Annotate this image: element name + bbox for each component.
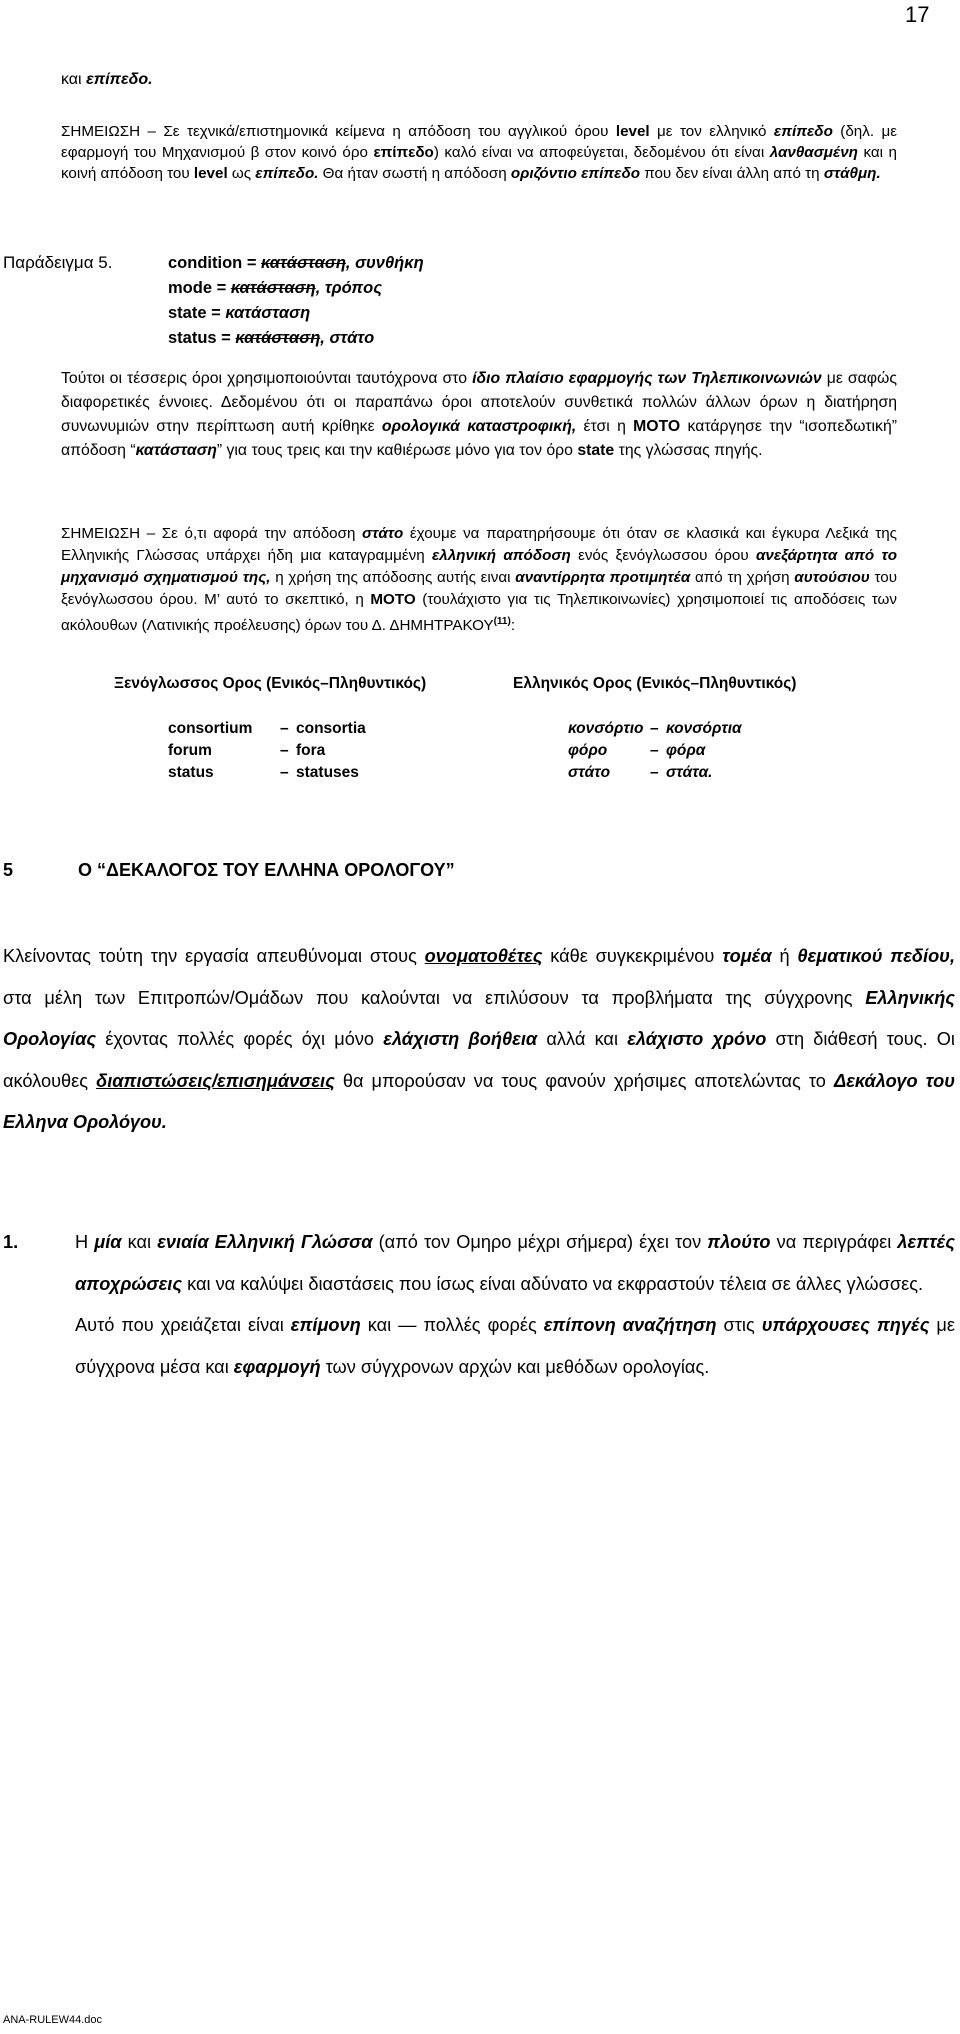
closing-text: κάθε συγκεκριμένου — [542, 946, 723, 966]
closing-text: στα μέλη των Επιτροπών/Ομάδων που καλούνται να επιλύσουν τα προβλήματα της σύγχρονης — [3, 987, 866, 1008]
closing-emph: ονοματοθέτες — [424, 946, 543, 966]
item1-text: στις — [716, 1315, 762, 1335]
closing-emph: θεματικού πεδίου, — [797, 946, 955, 966]
note1-text: ) καλό είναι να αποφεύγεται, δεδομένου ότι είναι — [433, 144, 770, 161]
note-stato — [61, 523, 897, 637]
closing-text: ή — [771, 946, 798, 966]
para1-state: state — [577, 442, 615, 459]
item1-emph: εφαρμογή — [233, 1356, 321, 1377]
section-number: 5 — [3, 860, 14, 880]
closing-emph: τομέα — [722, 946, 772, 966]
greek-plural: φόρα — [666, 742, 706, 759]
dash: – — [650, 720, 659, 737]
para1-text: κατάργησε την “ισοπεδωτική” απόδοση “ — [61, 418, 897, 459]
closing-text: θα μπορούσαν να τους φανούν χρήσιμες αποτελώντας το — [334, 1070, 834, 1091]
closing-emph: διαπιστώσεις/επισημάνσεις — [96, 1070, 335, 1091]
closing-emph: Δεκάλογο του Ελληνα Ορολόγου. — [3, 1070, 956, 1132]
example-sep: , — [345, 254, 356, 272]
note2-emph: αναντίρρητα προτιμητέα — [515, 569, 691, 586]
section-title: Ο “ΔΕΚΑΛΟΓΟΣ ΤΟΥ ΕΛΛΗΝΑ ΟΡΟΛΟΓΟΥ” — [78, 860, 455, 880]
example-label: Παράδειγμα 5. — [3, 253, 113, 272]
para1-emph: ίδιο πλαίσιο εφαρμογής των Τηλεπικοινωνιών — [472, 370, 822, 387]
example-line — [168, 277, 382, 299]
closing-emph: ελάχιστο χρόνο — [627, 1029, 767, 1049]
example-alt: τρόπος — [324, 279, 382, 297]
note2-emph: αυτούσιου — [794, 569, 870, 586]
footer-filename: ANA-RULEW44.doc — [3, 2014, 103, 2026]
note1-term: οριζόντιο επίπεδο — [510, 165, 640, 182]
foreign-plural: consortia — [296, 720, 366, 737]
example-alt: στάτο — [329, 329, 375, 347]
greek-plural: κονσόρτια — [666, 720, 742, 737]
example-line — [168, 327, 374, 349]
note1-text: ως — [227, 165, 256, 182]
para1-emph: ορολογικά καταστροφική, — [381, 418, 577, 435]
para1-emph: κατάσταση — [135, 442, 217, 459]
dash: – — [280, 720, 289, 737]
example-alt: συνθήκη — [355, 254, 424, 272]
closing-emph: Ελληνικής Ορολογίας — [3, 987, 955, 1049]
example-sep: , — [315, 279, 325, 297]
dash: – — [280, 742, 289, 759]
example-struck: κατάσταση — [230, 279, 316, 297]
example-term: status = — [168, 329, 236, 347]
greek-singular: στάτο — [568, 764, 611, 781]
example-term: mode = — [168, 279, 231, 297]
closing-text: στη διάθεσή τους. Οι ακόλουθες — [3, 1029, 955, 1091]
note2-text: ΣΗΜΕΙΩΣΗ – Σε ό,τι αφορά την απόδοση — [61, 525, 363, 542]
item1-emph: υπάρχουσες πηγές — [761, 1315, 930, 1335]
item-number: 1. — [3, 1232, 19, 1252]
note1-term: επίπεδο. — [255, 165, 319, 182]
note1-term: λανθασμένη — [769, 144, 858, 161]
note1-text: που δεν είναι άλλη από τη — [640, 165, 824, 182]
para1-text: έτσι η — [576, 418, 634, 435]
note2-emph: στάτο — [362, 525, 404, 542]
item1-text: και να καλύψει διαστάσεις που ίσως είναι αδύνατο να εκφραστούν τέλεια σε άλλες γλώσσες. — [182, 1273, 924, 1294]
dash: – — [650, 742, 659, 759]
item1-emph: επίμονη — [290, 1315, 361, 1335]
note2-text: (τουλάχιστο για τις Τηλεπικοινωνίες) χρησιμοποιεί τις αποδόσεις των ακόλουθων (Λατινικής προέλευσης) όρων του Δ. ΔΗΜΗΤΡΑΚΟΥ — [61, 591, 897, 635]
note1-text: Θα ήταν σωστή η απόδοση — [318, 165, 511, 182]
item1-text: να περιγράφει — [770, 1232, 898, 1252]
item1-text: των σύγχρονων αρχών και μεθόδων ορολογίας. — [320, 1356, 710, 1377]
section-heading — [3, 860, 455, 881]
note1-term: επίπεδο — [373, 144, 434, 161]
example-struck: κατάσταση — [235, 329, 321, 347]
closing-text: αλλά και — [537, 1029, 628, 1049]
note2-text: έχουμε να παρατηρήσουμε ότι όταν σε κλασικά και έγκυρα Λεξικά της Ελληνικής Γλώσσας υπάρχει ήδη μια καταγραμμένη — [61, 525, 897, 564]
example-alt: κατάσταση — [225, 304, 311, 322]
continuation-text: και — [61, 71, 87, 88]
note2-text: από τη χρήση — [690, 569, 795, 586]
closing-paragraph — [3, 936, 955, 1144]
note-level-translation — [61, 121, 897, 184]
note2-moto: ΜΟΤΟ — [370, 591, 416, 608]
note2-emph: ανεξάρτητα από το μηχανισμό σχηματισμού της, — [61, 547, 898, 586]
note2-ref: (11) — [493, 616, 511, 627]
note1-term-level: level — [615, 123, 650, 140]
item1-text: (από τον Ομηρο μέχρι σήμερα) έχει τον — [372, 1232, 708, 1252]
greek-singular: κονσόρτιο — [568, 720, 644, 737]
note1-term: επίπεδο — [773, 123, 833, 140]
table-header-greek: Ελληνικός Ορος (Ενικός–Πληθυντικός) — [513, 675, 797, 692]
para1-text: Τούτοι οι τέσσερις όροι χρησιμοποιούνται ταυτόχρονα στο — [61, 370, 473, 387]
example-term: condition = — [168, 254, 262, 272]
para1-text: ” για τους τρεις και την καθιέρωσε μόνο για τον όρο — [216, 442, 578, 459]
note1-text: με τον ελληνικό — [649, 123, 774, 140]
example-struck: κατάσταση — [261, 254, 346, 272]
item1-paragraph — [75, 1305, 955, 1388]
closing-text: έχοντας πολλές φορές όχι μόνο — [96, 1029, 384, 1049]
continuation-line — [61, 70, 153, 90]
note1-text: (δηλ. με εφαρμογή του Μηχανισμού β στον κοινό όρο — [61, 123, 898, 161]
item1-text: με σύγχρονα μέσα και — [75, 1315, 955, 1377]
note2-text: του ξενόγλωσσου όρου. Μ’ αυτό το σκεπτικό, η — [61, 569, 897, 608]
greek-singular: φόρο — [568, 742, 608, 759]
note2-text: ενός ξενόγλωσσου όρου — [570, 547, 756, 564]
dash: – — [650, 764, 659, 781]
note1-term-level: level — [193, 165, 228, 182]
example-line — [168, 302, 310, 324]
dash: – — [280, 764, 289, 781]
note2-text: : — [510, 617, 516, 635]
foreign-plural: statuses — [296, 764, 359, 781]
example-term: state = — [168, 304, 226, 322]
foreign-singular: consortium — [168, 720, 253, 737]
foreign-plural: fora — [296, 742, 326, 759]
item1-text: και — πολλές φορές — [360, 1315, 544, 1335]
item1-emph: επίπονη αναζήτηση — [543, 1315, 717, 1335]
item1-emph: ενιαία Ελληνική Γλώσσα — [157, 1232, 373, 1252]
item1-emph: μία — [94, 1232, 122, 1252]
example-line — [168, 252, 424, 274]
item1-text: Η — [75, 1232, 95, 1252]
foreign-singular: status — [168, 764, 214, 781]
note1-text: ΣΗΜΕΙΩΣΗ – Σε τεχνικά/επιστημονικά κείμενα η απόδοση του αγγλικού όρου — [61, 123, 616, 140]
example-sep: , — [320, 329, 330, 347]
item1-emph: πλούτο — [707, 1232, 771, 1252]
item1-text: Αυτό που χρειάζεται είναι — [75, 1315, 291, 1335]
item1-text: και — [121, 1232, 158, 1252]
closing-text: Κλείνοντας τούτη την εργασία απευθύνομαι στους — [3, 946, 425, 966]
continuation-term: επίπεδο. — [86, 71, 153, 88]
item1-paragraph — [75, 1222, 955, 1305]
note1-term: στάθμη. — [823, 165, 881, 182]
item-1 — [75, 1222, 955, 1388]
foreign-singular: forum — [168, 742, 212, 759]
note2-emph: ελληνική απόδοση — [432, 547, 571, 564]
para1-moto: ΜΟΤΟ — [633, 418, 681, 435]
table-header-foreign: Ξενόγλωσσος Ορος (Ενικός–Πληθυντικός) — [114, 675, 427, 692]
greek-plural: στάτα. — [666, 764, 713, 781]
para1-text: της γλώσσας πηγής. — [614, 442, 763, 459]
closing-emph: ελάχιστη βοήθεια — [383, 1029, 538, 1049]
paragraph-synonyms — [61, 367, 897, 463]
note2-text: η χρήση της απόδοσης αυτής ειναι — [270, 569, 516, 586]
para1-text: με σαφώς διαφορετικές έννοιες. Δεδομένου ότι οι παραπάνω όροι αποτελούν συνθετικά πολλών άλλων όρων η διατήρηση συνωνυμιών στην περίπτωση αυτή κρίθηκε — [61, 370, 897, 435]
page-number: 17 — [905, 2, 930, 27]
item1-emph: λεπτές αποχρώσεις — [75, 1232, 955, 1294]
note1-text: και η κοινή απόδοση του — [61, 144, 897, 182]
